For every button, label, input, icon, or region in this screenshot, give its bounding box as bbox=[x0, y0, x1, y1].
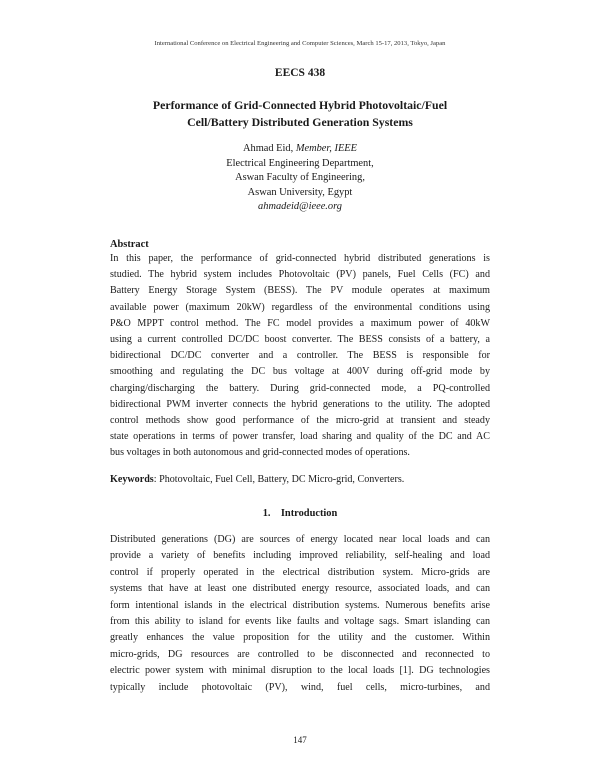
conference-header: International Conference on Electrical Engineering and Computer Sciences, March 15-17, 2013, Tokyo, Japan bbox=[154, 40, 446, 47]
introduction-line: provide a variety of benefits including improved reliability, self-healing and load bbox=[110, 550, 490, 562]
page-number: 147 bbox=[293, 735, 307, 745]
author-block bbox=[150, 142, 450, 215]
introduction-heading: 1. Introduction bbox=[262, 508, 338, 519]
affiliation-line: Aswan Faculty of Engineering, bbox=[235, 172, 365, 184]
introduction-line: form intentional islands in the electrical distribution systems. Numerous benefits arise bbox=[110, 599, 490, 611]
abstract-line: bidirectional PWM inverter connects the hybrid generations to the utility. The adopted bbox=[110, 398, 490, 410]
introduction-line: Distributed generations (DG) are sources of energy located near local loads and can bbox=[110, 534, 490, 545]
keywords-text: : Photovoltaic, Fuel Cell, Battery, DC Micro-grid, Converters. bbox=[153, 474, 405, 485]
keywords-label: Keywords bbox=[110, 474, 154, 485]
abstract-body bbox=[110, 251, 490, 461]
title-line: Cell/Battery Distributed Generation Systems bbox=[187, 115, 413, 129]
affiliation-line: Aswan University, Egypt bbox=[247, 186, 353, 198]
paper-title bbox=[110, 97, 490, 131]
author-email: ahmadeid@ieee.org bbox=[258, 201, 342, 213]
abstract-line: In this paper, the performance of grid-connected hybrid distributed generations is bbox=[110, 253, 490, 264]
title-line: Performance of Grid-Connected Hybrid Photovoltaic/Fuel bbox=[152, 98, 448, 112]
abstract-line: available power (maximum 20kW) regardless of the environmental conditions using bbox=[110, 301, 490, 313]
introduction-body bbox=[110, 532, 490, 696]
introduction-line: micro-grids, DG resources are controlled to be disconnected and reconnected to bbox=[110, 648, 490, 660]
abstract-line: control methods show good performance of the micro-grid at transient and steady bbox=[110, 414, 490, 426]
keywords bbox=[110, 474, 404, 485]
introduction-line: electric power system with minimal disruption to the local loads [1]. DG technologies bbox=[110, 665, 490, 677]
abstract-line: P&O MPPT control method. The FC model provides a maximum power of 40kW bbox=[110, 317, 490, 329]
abstract-line: studied. The hybrid system includes Photovoltaic (PV) panels, Fuel Cells (FC) and bbox=[110, 269, 490, 281]
abstract-line: state operations in terms of power transfer, load sharing and quality of the DC and AC bbox=[110, 431, 490, 443]
introduction-line: greatly enhances the value proposition for the utility and the customer. Within bbox=[110, 632, 490, 644]
abstract-line: bidirectional DC/DC converter and a controller. The BESS is responsible for bbox=[110, 350, 490, 362]
paper-code: EECS 438 bbox=[274, 67, 326, 79]
introduction-line: typically include photovoltaic (PV), wind, fuel cells, micro-turbines, and bbox=[110, 681, 490, 693]
abstract-line: smoothing and regulating the DC bus voltage at 400V during off-grid mode by bbox=[110, 366, 490, 378]
abstract-line: Battery Energy Storage System (BESS). The PV module operates at maximum bbox=[110, 285, 490, 297]
author-name: Ahmad Eid, bbox=[243, 143, 294, 154]
introduction-line: systems that have at least one distributed energy resource, associated loads, and can bbox=[110, 583, 490, 595]
introduction-line: from this ability to island for events like faults and voltage sags. Smart islanding can bbox=[110, 615, 490, 627]
author-membership: Member, IEEE bbox=[295, 143, 357, 154]
affiliation-line: Electrical Engineering Department, bbox=[226, 157, 374, 169]
abstract-line: charging/discharging the battery. During grid-connected mode, a PQ-controlled bbox=[110, 382, 490, 394]
abstract-line: using a current controlled DC/DC boost converter. The BESS consists of a battery, a bbox=[110, 333, 490, 345]
introduction-line: control if properly operated in the electrical distribution system. Micro-grids are bbox=[110, 566, 490, 578]
author-line bbox=[150, 142, 450, 157]
abstract-line: bus voltages in both autonomous and grid-connected modes of operations. bbox=[110, 447, 410, 459]
abstract-heading: Abstract bbox=[110, 239, 149, 250]
